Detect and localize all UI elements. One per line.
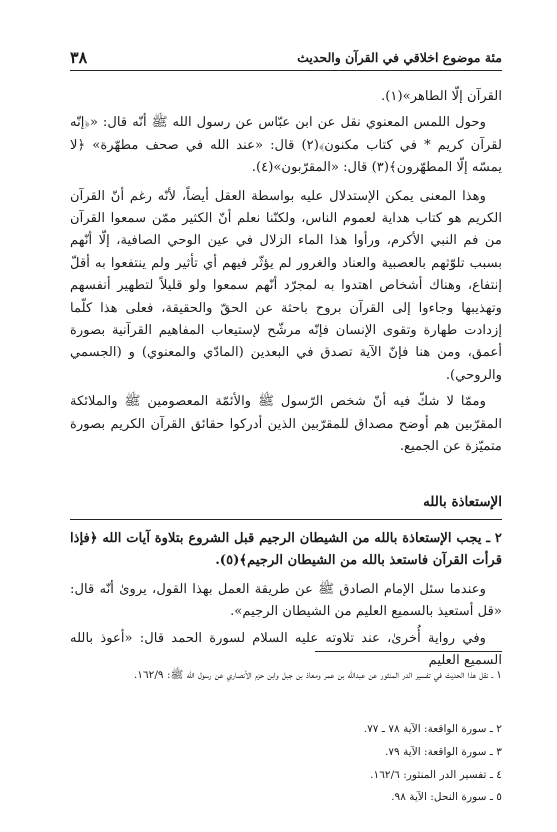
running-title: مئة موضوع اخلاقي في القرآن والحديث [297,50,502,65]
footnote-5: ٥ ـ سورة النحل: الآية ٩٨. [391,790,502,803]
section-title: الإستعاذة بالله [423,493,502,510]
footnote-4: ٤ ـ تفسير الدر المنثور: ١٦٢/٦. [370,768,502,781]
section-rule [70,519,502,520]
paragraph-4: وممّا لا شكّ فيه أنّ شخص الرّسول ﷺ والأئمّة المعصومين ﷺ والملائكة المقرّبين هم أوضح مصداق للمقرّبين الذين أدركوا حقائق القرآن الكريم بصورة متميّزة عن الجميع. [70,394,502,455]
paragraph-1: القرآن إلّا الطاهر»(١). [381,89,502,104]
footnote-3: ٣ ـ سورة الواقعة: الآية ٧٩. [384,745,502,758]
footnote-separator [315,651,502,652]
footnote-2: ٢ ـ سورة الواقعة: الآية ٧٨ ـ ٧٧. [363,722,502,735]
paragraph-6: وعندما سئل الإمام الصادق ﷺ عن طريقة العمل بهذا القول، يروىٰ أنّه قال: «قل أستعيذ بالسميع العليم من الشيطان الرجيم». [70,581,502,620]
paragraph-2: وحول اللمس المعنوي نقل عن ابن عبّاس عن رسول الله ﷺ أنّه قال: «﴿إنّه لقرآن كريم * في كتاب مكنون﴾(٢) قال: «عند الله في صحف مطهّرة» ﴿لا يمسّه إلّا المطهّرون﴾(٣) قال: «المقرّبون»(٤). [70,115,502,176]
main-text [70,86,502,672]
paragraph-5: ٢ ـ يجب الإستعاذة بالله من الشيطان الرجيم قبل الشروع بتلاوة آيات الله ﴿فإذا قرأت القرآن فاستعذ بالله من الشيطان الرجيم﴾(٥). [70,530,502,569]
paragraph-3: وهذا المعنى يمكن الإستدلال عليه بواسطة العقل أيضاً، لأنّه رغم أنّ القرآن الكريم هو كتاب هداية لعموم الناس، ولكنّنا نعلم أنّ الكثير ممّن سمعوا القرآن من فم النبي الأكرم، ورأوا هذا الماء الزلال في عين الوحي الصافية، إلّا أنّهم بسبب تلوّثهم بالعصبية والعناد والغرور لم يؤثّر فيهم أي تأثير ولم ينتفعوا به أقلّ إنتفاع، وهناك أشخاص اهتدوا به لمجرّد أنّهم سمعوا ولو قليلاً لتطهير أنفسهم وتهذيبها وجاءوا إلى القرآن بروح باحثة عن الحقّ والحقيقة، فعلى هذا كلّما إزدادت طهارة وتقوى الإنسان فإنّه مرشّح لإستيعاب المفاهيم القرآنية بصورة أعمق، ومن هنا فإنّ الآية تصدق في البعدين (المادّي والمعنوي) و (الجسمي والروحي). [70,188,502,383]
page-header [70,46,502,71]
paragraph-7: وفي رواية أُخرىٰ، عند تلاوته عليه السلام لسورة الحمد قال: «أعوذ بالله السميع العليم [70,630,502,668]
footnote-1: ١ ـ نقل هذا الحديث في تفسير الدر المنثور عن عبدالله بن عمر ومعاذ بن جبل وابن حزم الأنصاري عن رسول الله ﷺ: ١٦٢/٩. [133,668,502,681]
page-number: ٣٨ [70,48,88,67]
